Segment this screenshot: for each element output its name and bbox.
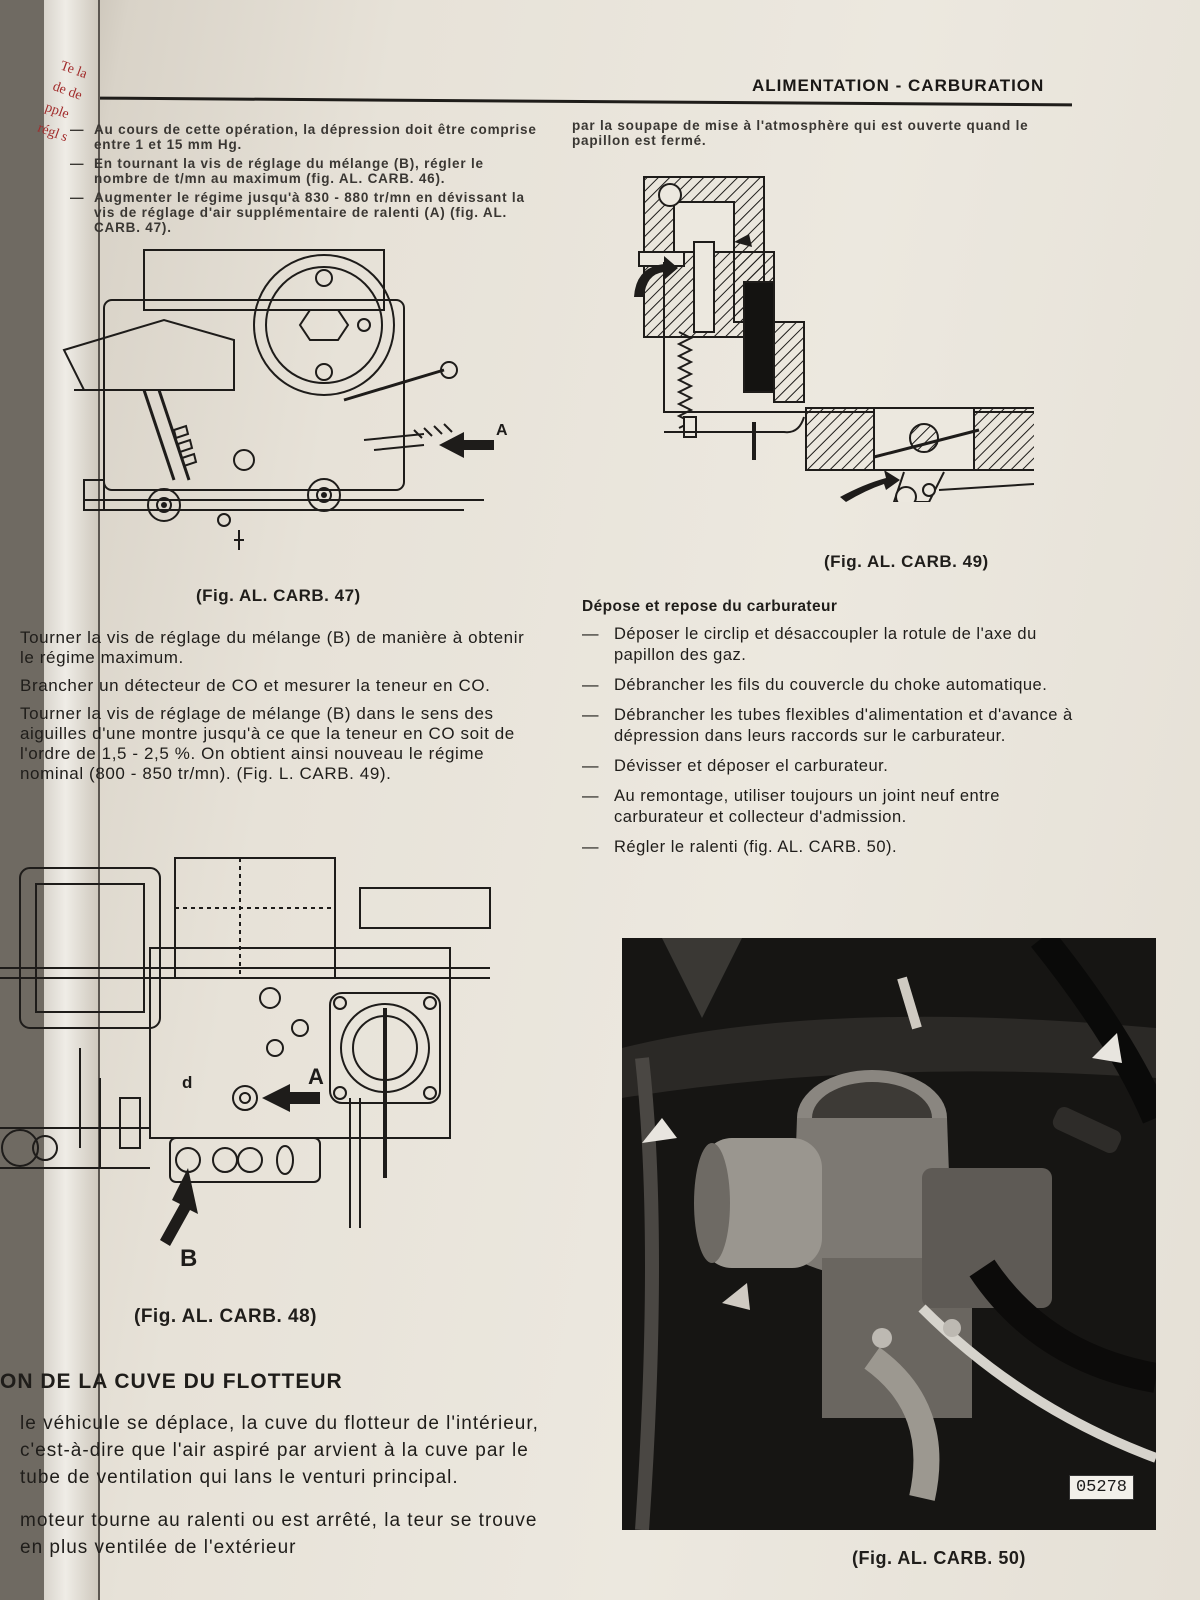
adjacent-page-text: Te la de de pple régl s (35, 58, 89, 146)
list-item-text: En tournant la vis de réglage du mélange (B), régler le nombre de t/mn au maximum (fig. AL. CARB. 46). (94, 156, 484, 186)
page-header-title: ALIMENTATION - CARBURATION (752, 76, 1045, 95)
figure-48-carburetor-drawing (0, 848, 520, 1268)
paragraph: moteur tourne au ralenti ou est arrêté, la teur se trouve en plus ventilée de l'extérieur (20, 1510, 538, 1558)
list-item-text: Débrancher les fils du couvercle du choke automatique. (614, 676, 1048, 694)
section-title: ON DE LA CUVE DU FLOTTEUR (0, 1370, 343, 1393)
dash: — (582, 838, 599, 856)
dash: — (582, 625, 599, 643)
list-item (70, 156, 540, 186)
list-item-text: Régler le ralenti (fig. AL. CARB. 50). (614, 838, 898, 856)
photo-reference-code: 05278 (1069, 1475, 1134, 1500)
section-subheading: Dépose et repose du carburateur (582, 598, 838, 615)
fig47-label-a: A (496, 422, 508, 439)
figure-48-caption: (Fig. AL. CARB. 48) (134, 1306, 317, 1327)
dash: — (70, 122, 85, 137)
list-item (582, 756, 1082, 777)
list-item (582, 705, 1082, 747)
left-top-list (70, 122, 540, 239)
figure-47-caption: (Fig. AL. CARB. 47) (196, 586, 361, 605)
list-item (582, 837, 1082, 858)
list-item (70, 122, 540, 152)
dash: — (70, 190, 85, 205)
figure-50-engine-photo (622, 938, 1156, 1530)
dash: — (70, 156, 85, 171)
header-rule (100, 97, 1072, 107)
fig48-label-d: d (182, 1073, 193, 1092)
figure-49-diagram (584, 172, 1034, 502)
dash: — (582, 706, 599, 724)
figure-47-carburetor-drawing (44, 240, 514, 560)
figure-49-caption: (Fig. AL. CARB. 49) (824, 552, 989, 571)
list-item-text: Dévisser et déposer el carburateur. (614, 757, 889, 775)
list-item (70, 190, 540, 235)
left-bottom-text (20, 1410, 540, 1561)
list-item-text: Débrancher les tubes flexibles d'alimentation et d'avance à dépression dans leurs raccords sur le carburateur. (614, 706, 1073, 745)
fig48-label-b: B (180, 1245, 198, 1268)
list-item-text: Au cours de cette opération, la dépression doit être comprise entre 1 et 15 mm Hg. (94, 122, 537, 152)
paragraph: Brancher un détecteur de CO et mesurer la teneur en CO. (20, 676, 491, 695)
dash: — (582, 757, 599, 775)
paragraph: le véhicule se déplace, la cuve du flotteur de l'intérieur, c'est-à-dire que l'air aspiré par arvient à la cuve par le tube de ventilation qui lans le venturi principal. (20, 1413, 539, 1488)
list-item (582, 624, 1082, 666)
list-item-text: Au remontage, utiliser toujours un joint neuf entre carburateur et collecteur d'admission. (614, 787, 1000, 826)
right-intro: par la soupape de mise à l'atmosphère qui est ouverte quand le papillon est fermé. (572, 118, 1029, 148)
list-item (582, 675, 1082, 696)
fig48-label-a: A (308, 1064, 324, 1089)
engine-photo-illustration (622, 938, 1156, 1530)
left-middle-text (20, 628, 540, 784)
paragraph: Tourner la vis de réglage du mélange (B) de manière à obtenir le régime maximum. (20, 628, 525, 667)
list-item-text: Déposer le circlip et désaccoupler la rotule de l'axe du papillon des gaz. (614, 625, 1037, 664)
list-item-text: Augmenter le régime jusqu'à 830 - 880 tr/mn en dévissant la vis de réglage d'air supplémentaire de ralenti (A) (fig. AL. CARB. 47). (94, 190, 525, 235)
right-procedure-list (582, 624, 1082, 867)
dash: — (582, 787, 599, 805)
list-item (582, 786, 1082, 828)
dash: — (582, 676, 599, 694)
figure-50-caption: (Fig. AL. CARB. 50) (852, 1548, 1026, 1568)
paragraph: Tourner la vis de réglage de mélange (B) dans le sens des aiguilles d'une montre jusqu'à ce que la teneur en CO soit de l'ordre de 1,5 - 2,5 %. On obtient ainsi nouveau le régime nominal (800 - 850 tr/mn). (Fig. L. CARB. 49). (20, 704, 515, 783)
